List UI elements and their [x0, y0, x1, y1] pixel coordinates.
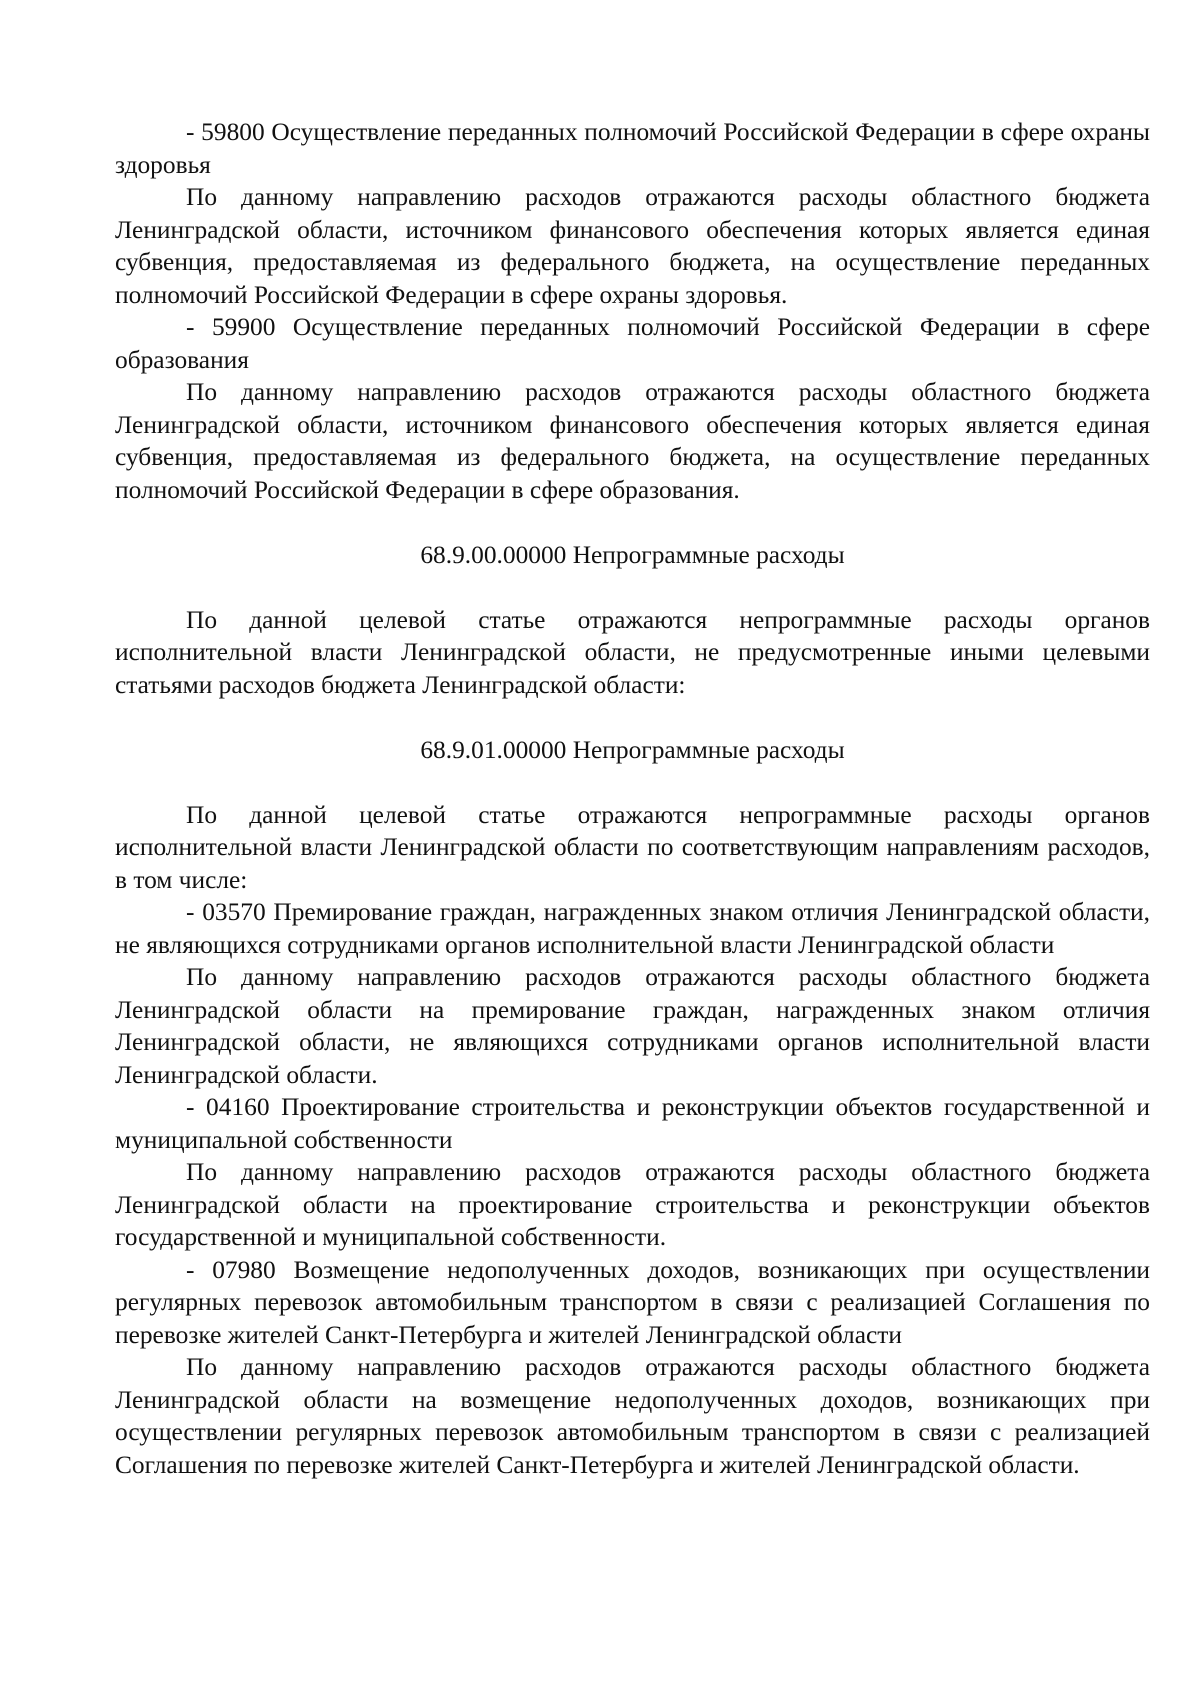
section-heading: 68.9.01.00000 Непрограммные расходы: [420, 735, 845, 764]
paragraph-item-04160: - 04160 Проектирование строительства и реконструкции объектов государственной и муниципальной собственности: [115, 1093, 1150, 1154]
spacer: [115, 571, 1150, 604]
paragraph-description: По данному направлению расходов отражаются расходы областного бюджета Ленинградской области, источником финансового обеспечения которых является единая субвенция, предоставляемая из федерального бюджета, на осуществление переданных полномочий Российской Федерации в сфере образования.: [115, 378, 1150, 504]
paragraph-description: По данному направлению расходов отражаются расходы областного бюджета Ленинградской области, источником финансового обеспечения которых является единая субвенция, предоставляемая из федерального бюджета, на осуществление переданных полномочий Российской Федерации в сфере охраны здоровья.: [115, 183, 1150, 309]
paragraph-description: По данному направлению расходов отражаются расходы областного бюджета Ленинградской области на премирование граждан, награжденных знаком отличия Ленинградской области, не являющихся сотрудниками органов исполнительной власти Ленинградской области.: [115, 963, 1150, 1089]
paragraph-section-intro: По данной целевой статье отражаются непрограммные расходы органов исполнительной власти Ленинградской области, не предусмотренные иными целевыми статьями расходов бюджета Ленинградской области:: [115, 605, 1150, 699]
paragraph-item-59900: - 59900 Осуществление переданных полномочий Российской Федерации в сфере образования: [115, 313, 1150, 374]
paragraph-section-intro: По данной целевой статье отражаются непрограммные расходы органов исполнительной власти Ленинградской области по соответствующим направлениям расходов, в том числе:: [115, 800, 1150, 894]
paragraph-description: По данному направлению расходов отражаются расходы областного бюджета Ленинградской области на проектирование строительства и реконструкции объектов государственной и муниципальной собственности.: [115, 1158, 1150, 1251]
spacer: [115, 766, 1150, 799]
spacer: [115, 701, 1150, 734]
paragraph-description: По данному направлению расходов отражаются расходы областного бюджета Ленинградской области на возмещение недополученных доходов, возникающих при осуществлении регулярных перевозок автомобильным транспортом в связи с реализацией Соглашения по перевозке жителей Санкт-Петербурга и жителей Ленинградской области.: [115, 1353, 1150, 1479]
paragraph-item-03570: - 03570 Премирование граждан, награжденных знаком отличия Ленинградской области, не являющихся сотрудниками органов исполнительной власти Ленинградской области: [115, 898, 1150, 959]
paragraph-item-59800: - 59800 Осуществление переданных полномочий Российской Федерации в сфере охраны здоровья: [115, 118, 1150, 179]
paragraph-item-07980: - 07980 Возмещение недополученных доходов, возникающих при осуществлении регулярных перевозок автомобильным транспортом в связи с реализацией Соглашения по перевозке жителей Санкт-Петербурга и жителей Ленинградской области: [115, 1255, 1150, 1349]
spacer: [115, 506, 1150, 539]
section-heading: 68.9.00.00000 Непрограммные расходы: [420, 540, 845, 569]
